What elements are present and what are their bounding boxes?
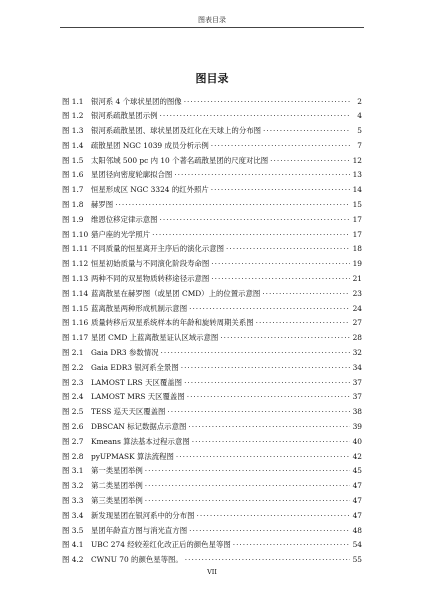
- page-ref: 37: [352, 377, 362, 387]
- figure-caption: 银河系 4 个球状星团的图像: [91, 96, 182, 106]
- page-ref: 5: [357, 126, 362, 136]
- figure-number: 图 1.13: [62, 274, 89, 284]
- leader-dots: [181, 361, 350, 376]
- leader-dots: [270, 154, 350, 169]
- figure-caption: 银河系疏散星团示例: [91, 111, 158, 121]
- figure-number: 图 2.3: [62, 377, 84, 387]
- toc-entry[interactable]: [62, 346, 362, 361]
- toc-entry[interactable]: [62, 435, 362, 450]
- leader-dots: [188, 420, 350, 435]
- toc-entry[interactable]: [62, 257, 362, 272]
- page-ref: 47: [352, 496, 362, 506]
- page-ref: 54: [352, 540, 362, 550]
- page-ref: 13: [352, 170, 362, 180]
- figure-caption: 质量转移后双星系统样本的年龄和旋转周期关系图: [91, 318, 254, 328]
- page-ref: 39: [352, 422, 362, 432]
- figure-number: 图 1.9: [62, 214, 84, 224]
- toc-entry[interactable]: [62, 420, 362, 435]
- page-ref: 24: [352, 303, 362, 313]
- leader-dots: [189, 302, 350, 317]
- toc-entry[interactable]: [62, 464, 362, 479]
- figure-number: 图 1.15: [62, 303, 89, 313]
- figure-caption: 蓝离散星两种形成机制示意图: [91, 303, 188, 313]
- leader-dots: [233, 538, 350, 553]
- figure-number: 图 3.3: [62, 496, 84, 506]
- leader-dots: [115, 198, 350, 213]
- leader-dots: [256, 316, 350, 331]
- figure-caption: 两种不同的双星物质转移途径示意图: [91, 274, 210, 284]
- figure-number: 图 4.2: [62, 555, 84, 565]
- figure-number: 图 2.4: [62, 392, 84, 402]
- leader-dots: [174, 168, 350, 183]
- figure-caption: Kmeans 算法基本过程示意图: [91, 436, 190, 446]
- toc-entry[interactable]: [62, 183, 362, 198]
- page-ref: 27: [352, 318, 362, 328]
- figure-caption: LAMOST MRS 天区覆盖图: [91, 392, 185, 402]
- leader-dots: [196, 509, 350, 524]
- figure-number: 图 3.5: [62, 525, 84, 535]
- figure-caption: 第三类星团举例: [91, 496, 143, 506]
- figure-caption: 第一类星团举例: [91, 466, 143, 476]
- toc-entry[interactable]: [62, 213, 362, 228]
- toc-entry[interactable]: [62, 479, 362, 494]
- figure-caption: DBSCAN 标记数据点示意图: [91, 422, 187, 432]
- page-ref: 37: [352, 392, 362, 402]
- figure-number: 图 1.16: [62, 318, 89, 328]
- leader-dots: [226, 242, 350, 257]
- toc-entry[interactable]: [62, 390, 362, 405]
- toc-entry[interactable]: [62, 154, 362, 169]
- figure-caption: 第二类星团举例: [91, 481, 143, 491]
- toc-entry[interactable]: [62, 287, 362, 302]
- leader-dots: [152, 228, 350, 243]
- page-ref: 18: [352, 244, 362, 254]
- figure-caption: 不同质量的恒星离开主序后的演化示意图: [91, 244, 225, 254]
- figure-number: 图 1.14: [62, 288, 89, 298]
- leader-dots: [187, 390, 350, 405]
- figure-caption: 太阳邻域 500 pc 内 10 个著名疏散星团的尺度对比图: [91, 155, 269, 165]
- toc-entry[interactable]: [62, 538, 362, 553]
- figure-number: 图 1.8: [62, 200, 84, 210]
- page-ref: 40: [352, 436, 362, 446]
- figure-number: 图 2.8: [62, 451, 84, 461]
- figure-number: 图 1.6: [62, 170, 84, 180]
- toc-entry[interactable]: [62, 198, 362, 213]
- figure-number: 图 1.4: [62, 140, 84, 150]
- toc-entry[interactable]: [62, 302, 362, 317]
- toc-entry[interactable]: [62, 331, 362, 346]
- toc-entry[interactable]: [62, 228, 362, 243]
- toc-entry[interactable]: [62, 450, 362, 465]
- toc-entry[interactable]: [62, 553, 362, 568]
- toc-entry[interactable]: [62, 95, 362, 110]
- leader-dots: [211, 257, 350, 272]
- page-ref: 17: [352, 214, 362, 224]
- page-ref: 55: [352, 555, 362, 565]
- leader-dots: [184, 376, 350, 391]
- figure-caption: 新发现星团在银河系中的分布图: [91, 510, 195, 520]
- page-ref: 14: [352, 185, 362, 195]
- figure-number: 图 4.1: [62, 540, 84, 550]
- page-ref: 17: [352, 229, 362, 239]
- leader-dots: [220, 331, 350, 346]
- page-ref: 15: [352, 200, 362, 210]
- figure-number: 图 1.2: [62, 111, 84, 121]
- page-ref: 42: [352, 451, 362, 461]
- figure-caption: TESS 巡天天区覆盖图: [91, 407, 166, 417]
- figure-number: 图 2.5: [62, 407, 84, 417]
- leader-dots: [167, 405, 350, 420]
- figure-number: 图 2.7: [62, 436, 84, 446]
- toc-entry[interactable]: [62, 168, 362, 183]
- figure-caption: LAMOST LRS 天区覆盖图: [91, 377, 183, 387]
- figure-number: 图 3.4: [62, 510, 84, 520]
- page-ref: 7: [357, 140, 362, 150]
- running-head: 图表目录: [198, 16, 226, 24]
- figure-number: 图 2.2: [62, 362, 84, 372]
- leader-dots: [145, 464, 350, 479]
- leader-dots: [145, 479, 350, 494]
- toc-entry[interactable]: [62, 494, 362, 509]
- page-number: VII: [207, 568, 217, 576]
- leader-dots: [160, 213, 350, 228]
- figure-caption: 猎户座的光学照片: [91, 229, 151, 239]
- figure-caption: pyUPMASK 算法流程图: [91, 451, 174, 461]
- figure-number: 图 1.11: [62, 244, 89, 254]
- toc-entry[interactable]: [62, 272, 362, 287]
- figure-caption: 恒星形成区 NGC 3324 的红外照片: [91, 185, 209, 195]
- toc-entry[interactable]: [62, 509, 362, 524]
- figure-number: 图 3.2: [62, 481, 84, 491]
- figure-number: 图 3.1: [62, 466, 84, 476]
- figure-caption: 疏散星团 NGC 1039 成员分析示例: [91, 140, 209, 150]
- figure-caption: Gaia DR3 参数情况: [91, 348, 159, 358]
- figure-caption: 星团径向密度轮廓拟合图: [91, 170, 173, 180]
- figure-number: 图 1.17: [62, 333, 89, 343]
- page-ref: 12: [352, 155, 362, 165]
- leader-dots: [263, 124, 350, 139]
- page-ref: 2: [357, 96, 362, 106]
- toc-entry[interactable]: [62, 376, 362, 391]
- page-ref: 47: [352, 510, 362, 520]
- leader-dots: [211, 139, 350, 154]
- leader-dots: [160, 109, 350, 124]
- page-ref: 23: [352, 288, 362, 298]
- page-ref: 28: [352, 333, 362, 343]
- page-ref: 32: [352, 348, 362, 358]
- leader-dots: [176, 450, 350, 465]
- figure-number: 图 1.1: [62, 96, 84, 106]
- figure-caption: 蓝离散星在赫罗图（或星团 CMD）上的位置示意图: [91, 288, 261, 298]
- figure-number: 图 1.12: [62, 259, 89, 269]
- page-ref: 47: [352, 481, 362, 491]
- leader-dots: [189, 524, 350, 539]
- page-ref: 19: [352, 259, 362, 269]
- page-ref: 45: [352, 466, 362, 476]
- figure-list: [62, 95, 362, 569]
- figure-caption: 维恩位移定律示意图: [91, 214, 158, 224]
- leader-dots: [145, 494, 350, 509]
- figure-number: 图 1.7: [62, 185, 84, 195]
- figure-caption: 银河系疏散星团、球状星团及红化在天球上的分布图: [91, 126, 261, 136]
- leader-dots: [192, 435, 350, 450]
- figure-number: 图 2.1: [62, 348, 84, 358]
- leader-dots: [211, 183, 350, 198]
- figure-number: 图 1.3: [62, 126, 84, 136]
- toc-entry[interactable]: [62, 405, 362, 420]
- leader-dots: [185, 553, 350, 568]
- leader-dots: [184, 95, 350, 110]
- toc-entry[interactable]: [62, 242, 362, 257]
- figure-caption: UBC 274 经较差红化改正后的颜色星等图: [91, 540, 231, 550]
- figure-number: 图 1.5: [62, 155, 84, 165]
- toc-entry[interactable]: [62, 124, 362, 139]
- toc-entry[interactable]: [62, 524, 362, 539]
- toc-entry[interactable]: [62, 361, 362, 376]
- toc-entry[interactable]: [62, 316, 362, 331]
- leader-dots: [161, 346, 350, 361]
- figure-caption: Gaia EDR3 银河系全景图: [91, 362, 179, 372]
- toc-entry[interactable]: [62, 109, 362, 124]
- figure-caption: 星团 CMD 上蓝离散星证认区域示意图: [91, 333, 219, 343]
- figure-caption: 恒星初始质量与不同演化阶段寿命图: [91, 259, 210, 269]
- leader-dots: [262, 287, 350, 302]
- figure-number: 图 1.10: [62, 229, 89, 239]
- page-ref: 21: [352, 274, 362, 284]
- page-ref: 4: [357, 111, 362, 121]
- header-rule: [60, 27, 364, 28]
- figure-caption: 赫罗图: [91, 200, 114, 210]
- toc-entry[interactable]: [62, 139, 362, 154]
- leader-dots: [211, 272, 350, 287]
- page-ref: 34: [352, 362, 362, 372]
- figure-number: 图 2.6: [62, 422, 84, 432]
- page-ref: 48: [352, 525, 362, 535]
- page-title: 图目录: [195, 72, 229, 85]
- figure-caption: CWNU 70 的颜色星等图。: [91, 555, 183, 565]
- page-ref: 38: [352, 407, 362, 417]
- figure-caption: 星团年龄直方图与消光直方图: [91, 525, 188, 535]
